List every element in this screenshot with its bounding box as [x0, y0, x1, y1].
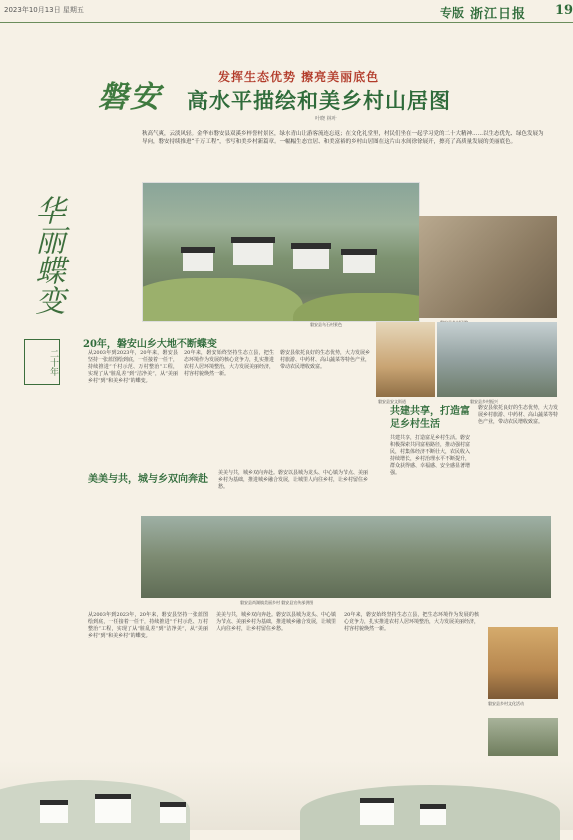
article-column: 20年来，磐安始终坚持生态立县，把生态环境作为发展的核心竞争力，扎实推进农村人居环境整治，大力发展美丽经济，村容村貌焕然一新。 [344, 612, 480, 632]
article-column: 从2003年到2023年，20年来，磐安县坚持一张蓝图绘到底，一任接着一任干，持续推进“千村示范、万村整治”工程，实现了从“脏乱差”到“洁净美”，从“美丽乡村”到“和美乡村”的蝶变。 [88, 612, 208, 639]
hero-photo [142, 182, 420, 322]
byline: 叶晓 林叶 [315, 116, 337, 122]
section-topic: 专版 [440, 6, 465, 20]
section-heading: 共建共享，打造富足乡村生活 [390, 406, 470, 430]
landscape-caption: 磐安县乡村振兴 [470, 399, 498, 404]
article-column: 美美与共，城乡双向奔赴。磐安以县城为龙头、中心镇为节点、美丽乡村为基础，推进城乡融合发展，让城里人向往乡村，让乡村留住乡愁。 [216, 612, 337, 632]
town-photo [141, 516, 551, 598]
article-column: 磐安县依托良好的生态优势，大力发展乡村旅游、中药材、高山蔬菜等特色产业，带动农民增收致富。 [280, 350, 371, 370]
village-photo [419, 216, 557, 318]
article-column: 美美与共，城乡双向奔赴。磐安以县城为龙头、中心镇为节点、美丽乡村为基础，推进城乡融合发展，让城里人向往乡村，让乡村留住乡愁。 [218, 470, 369, 490]
feature-brand: 磐安 [98, 80, 162, 115]
hero-caption: 磐安县乌石村景色 [310, 322, 342, 327]
issue-date: 2023年10月13日 星期五 [4, 6, 84, 14]
article-column: 磐安县依托良好的生态优势，大力发展乡村旅游、中药材、高山蔬菜等特色产业，带动农民增收致富。 [478, 405, 559, 425]
side-title: 华丽蝶变 [29, 195, 65, 315]
side-banner [14, 175, 79, 385]
town-caption: 磐安县尚湖镇美丽乡村 磐安县宣传部供图 [240, 600, 314, 605]
culture-photo [488, 627, 558, 699]
lead-paragraph: 秋高气爽，云淡风轻。金华市磐安县双溪乡梓誉村景区，绿水青山让游客流连忘返；在文化礼堂里，村民们坐在一起学习党的二十大精神……以生态优先、绿色发展为导向，磐安持续推进“千万工程”，书写和美乡村新篇章。一幅幅生态宜居、和美富裕的乡村山居图在这片山水间徐徐展开，擦亮了高质量发展的美丽底色。 [142, 131, 544, 145]
street-caption: 磐安县安文街道 [378, 399, 406, 404]
newspaper-name: 浙江日报 [470, 7, 527, 22]
activity-photo [488, 718, 558, 756]
article-column: 20年来，磐安始终坚持生态立县，把生态环境作为发展的核心竞争力，扎实推进农村人居环境整治，大力发展美丽经济，村容村貌焕然一新。 [184, 350, 275, 377]
bottom-illustration [0, 760, 573, 830]
page-number: 19 [555, 3, 573, 18]
section-heading: 美美与共，城与乡双向奔赴 [88, 474, 208, 485]
feature-headline: 高水平描绘和美乡村山居图 [187, 88, 451, 113]
culture-caption: 磐安县乡村文化活动 [488, 701, 524, 706]
article-column: 从2003年到2023年，20年来，磐安县坚持一张蓝图绘到底，一任接着一任干，持续推进“千村示范、万村整治”工程，实现了从“脏乱差”到“洁净美”，从“美丽乡村”到“和美乡村”的蝶变。 [88, 350, 179, 384]
side-badge: 二十年 [24, 339, 60, 385]
article-column: 共建共享，打造富足乡村生活。磐安积极探索共同富裕路径，推动强村富民，村集体经济不断壮大，农民收入持续增长，乡村治理水平不断提升，群众获得感、幸福感、安全感显著增强。 [390, 435, 471, 476]
landscape-photo [437, 322, 557, 397]
street-photo [376, 322, 435, 397]
feature-subtitle: 发挥生态优势 擦亮美丽底色 [218, 70, 380, 84]
section-heading: 20年，磐安山乡大地不断蝶变 [83, 339, 217, 350]
